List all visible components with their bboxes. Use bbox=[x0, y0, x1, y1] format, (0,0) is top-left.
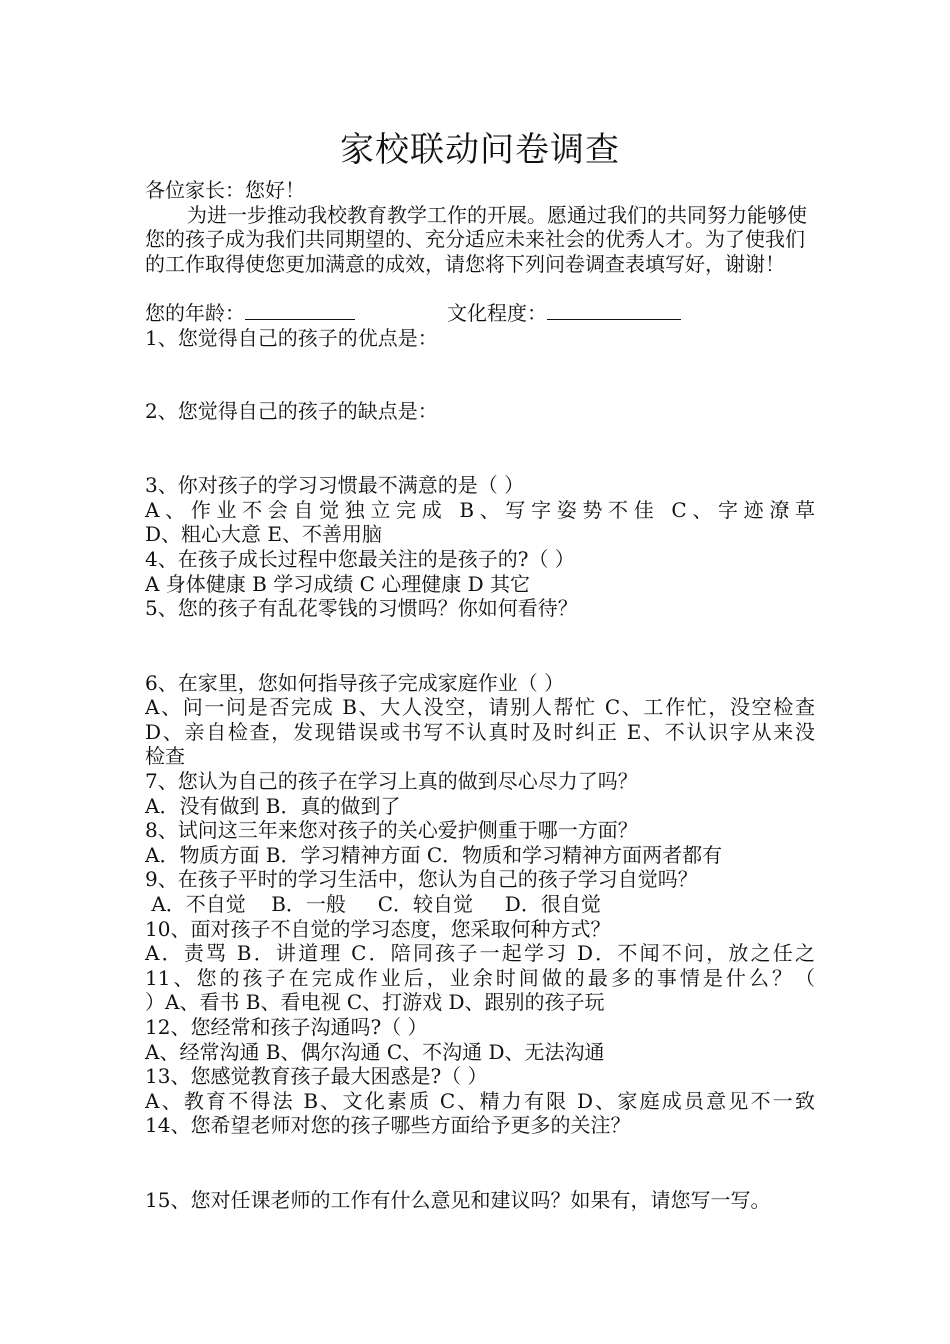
question-3: 3、你对孩子的学习习惯最不满意的是（ ） bbox=[145, 473, 525, 498]
question-8: 8、试问这三年来您对孩子的关心爱护侧重于哪一方面？ bbox=[145, 818, 638, 843]
education-input[interactable] bbox=[547, 301, 681, 320]
greeting: 各位家长：您好！ bbox=[145, 178, 305, 202]
question-4-options: A 身体健康 B 学习成绩 C 心理健康 D 其它 bbox=[145, 571, 530, 596]
page-title: 家校联动问卷调查 bbox=[340, 130, 620, 170]
age-label: 您的年龄： bbox=[145, 300, 245, 325]
question-11: 11、您的孩子在完成作业后，业余时间做的最多的事情是什么？（ bbox=[145, 965, 815, 990]
question-3-options-cont: D、粗心大意 E、不善用脑 bbox=[145, 522, 382, 547]
question-6: 6、在家里，您如何指导孩子完成家庭作业（ ） bbox=[145, 670, 565, 695]
question-6-options-end: 检查 bbox=[145, 744, 185, 769]
question-12-options: A、经常沟通 B、偶尔沟通 C、不沟通 D、无法沟通 bbox=[145, 1039, 605, 1064]
question-5: 5、您的孩子有乱花零钱的习惯吗？你如何看待？ bbox=[145, 596, 578, 621]
question-13-options: A、教育不得法 B、文化素质 C、精力有限 D、家庭成员意见不一致 bbox=[145, 1088, 815, 1113]
education-label: 文化程度： bbox=[447, 300, 547, 325]
question-2: 2、您觉得自己的孩子的缺点是： bbox=[145, 399, 438, 424]
question-8-options: A．物质方面 B．学习精神方面 C．物质和学习精神方面两者都有 bbox=[145, 842, 723, 867]
question-3-options: A、作业不会自觉独立完成 B、写字姿势不佳 C、字迹潦草 bbox=[145, 497, 815, 522]
question-4: 4、在孩子成长过程中您最关注的是孩子的?（ ） bbox=[145, 546, 575, 571]
question-10: 10、面对孩子不自觉的学习态度，您采取何种方式？ bbox=[145, 916, 611, 941]
question-1: 1、您觉得自己的孩子的优点是： bbox=[145, 325, 438, 350]
question-10-options: A．责骂 B．讲道理 C．陪同孩子一起学习 D．不闻不问，放之任之 bbox=[145, 941, 815, 966]
age-input[interactable] bbox=[245, 301, 355, 320]
questionnaire-page bbox=[145, 126, 815, 1213]
question-9-options: A．不自觉 B．一般 C．较自觉 D．很自觉 bbox=[145, 892, 601, 917]
question-14: 14、您希望老师对您的孩子哪些方面给予更多的关注？ bbox=[145, 1113, 631, 1138]
question-12: 12、您经常和孩子沟通吗?（ ） bbox=[145, 1015, 428, 1039]
intro-paragraph: 为进一步推动我校教育教学工作的开展。愿通过我们的共同努力能够使您的孩子成为我们共同期望的、充分适应未来社会的优秀人才。为了使我们的工作取得使您更加满意的成效，请您将下列问卷调查表填写好，谢谢！ bbox=[145, 202, 807, 276]
info-fields-row bbox=[145, 301, 815, 326]
question-7-options: A．没有做到 B．真的做到了 bbox=[145, 793, 401, 818]
question-6-options: A、问一问是否完成 B、大人没空，请别人帮忙 C、工作忙，没空检查 bbox=[145, 695, 815, 720]
question-7: 7、您认为自己的孩子在学习上真的做到尽心尽力了吗？ bbox=[145, 769, 638, 794]
question-15: 15、您对任课老师的工作有什么意见和建议吗？如果有，请您写一写。 bbox=[145, 1187, 771, 1212]
question-6-options-cont: D、亲自检查，发现错误或书写不认真时及时纠正 E、不认识字从来没 bbox=[145, 719, 815, 744]
question-11-options: ）A、看书 B、看电视 C、打游戏 D、跟别的孩子玩 bbox=[145, 990, 605, 1015]
question-9: 9、在孩子平时的学习生活中，您认为自己的孩子学习自觉吗？ bbox=[145, 867, 698, 892]
question-13: 13、您感觉教育孩子最大困惑是?（ ） bbox=[145, 1064, 488, 1089]
